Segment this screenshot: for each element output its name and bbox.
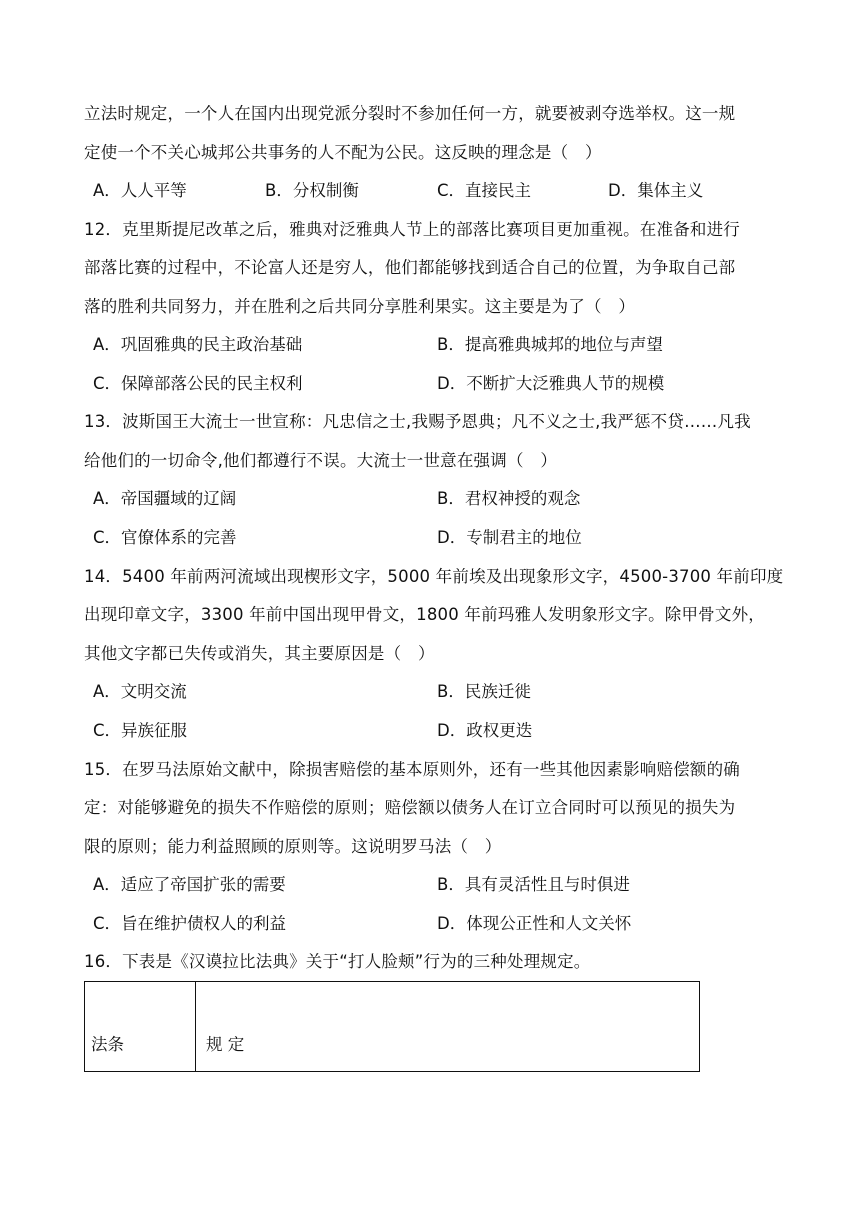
q12-option-a[interactable]: A．巩固雅典的民主政治基础	[93, 335, 303, 354]
q11-option-d[interactable]: D．集体主义	[608, 181, 704, 200]
q15-option-d[interactable]: D．体现公正性和人文关怀	[437, 914, 632, 933]
q12-line-3: 落的胜利共同努力，并在胜利之后共同分享胜利果实。这主要是为了（ ）	[84, 297, 636, 316]
q15-option-c[interactable]: C．旨在维护债权人的利益	[93, 914, 287, 933]
table-header-cell-rule	[196, 982, 700, 1072]
q11-option-a[interactable]: A．人人平等	[93, 181, 187, 200]
q12-option-c[interactable]: C．保障部落公民的民主权利	[93, 374, 303, 393]
q14-option-b[interactable]: B．民族迁徙	[437, 682, 531, 701]
table-header-rule: 规 定	[206, 1035, 245, 1054]
q13-option-c[interactable]: C．官僚体系的完善	[93, 528, 237, 547]
q13-line-1: 13．波斯国王大流士一世宣称：凡忠信之士,我赐予恩典；凡不义之士,我严惩不贷……凡我	[84, 412, 751, 431]
q14-line-1: 14．5400 年前两河流域出现楔形文字，5000 年前埃及出现象形文字，4500-3700 年前印度	[84, 567, 784, 586]
q11-line-1: 立法时规定，一个人在国内出现党派分裂时不参加任何一方，就要被剥夺选举权。这一规	[84, 104, 736, 123]
q11-line-2: 定使一个不关心城邦公共事务的人不配为公民。这反映的理念是（ ）	[84, 143, 602, 162]
hammurabi-table	[84, 981, 700, 1072]
q13-line-2: 给他们的一切命令,他们都遵行不误。大流士一世意在强调（ ）	[84, 451, 558, 470]
q14-option-c[interactable]: C．异族征服	[93, 721, 188, 740]
q14-line-2: 出现印章文字，3300 年前中国出现甲骨文，1800 年前玛雅人发明象形文字。除甲骨文外，	[84, 605, 765, 624]
q13-option-d[interactable]: D．专制君主的地位	[437, 528, 582, 547]
q14-option-d[interactable]: D．政权更迭	[437, 721, 533, 740]
q12-line-1: 12．克里斯提尼改革之后，雅典对泛雅典人节上的部落比赛项目更加重视。在准备和进行	[84, 220, 740, 239]
q15-line-2: 定：对能够避免的损失不作赔偿的原则；赔偿额以债务人在订立合同时可以预见的损失为	[84, 798, 736, 817]
q14-line-3: 其他文字都已失传或消失，其主要原因是（ ）	[84, 644, 435, 663]
q11-option-c[interactable]: C．直接民主	[437, 181, 532, 200]
q12-option-d[interactable]: D．不断扩大泛雅典人节的规模	[437, 374, 665, 393]
q14-option-a[interactable]: A．文明交流	[93, 682, 187, 701]
q11-option-b[interactable]: B．分权制衡	[265, 181, 359, 200]
q15-option-a[interactable]: A．适应了帝国扩张的需要	[93, 875, 286, 894]
table-header-article: 法条	[91, 1035, 124, 1054]
q12-line-2: 部落比赛的过程中，不论富人还是穷人，他们都能够找到适合自己的位置，为争取自己部	[84, 258, 736, 277]
q12-option-b[interactable]: B．提高雅典城邦的地位与声望	[437, 335, 663, 354]
q13-option-a[interactable]: A．帝国疆域的辽阔	[93, 489, 237, 508]
table-header-cell-article	[85, 982, 196, 1072]
q15-line-1: 15．在罗马法原始文献中，除损害赔偿的基本原则外，还有一些其他因素影响赔偿额的确	[84, 760, 740, 779]
table-header-row	[85, 982, 700, 1072]
q15-line-3: 限的原则；能力利益照顾的原则等。这说明罗马法（ ）	[84, 837, 502, 856]
q15-option-b[interactable]: B．具有灵活性且与时俱进	[437, 875, 630, 894]
q16-line-1: 16．下表是《汉谟拉比法典》关于“打人脸颊”行为的三种处理规定。	[84, 952, 591, 971]
q13-option-b[interactable]: B．君权神授的观念	[437, 489, 581, 508]
